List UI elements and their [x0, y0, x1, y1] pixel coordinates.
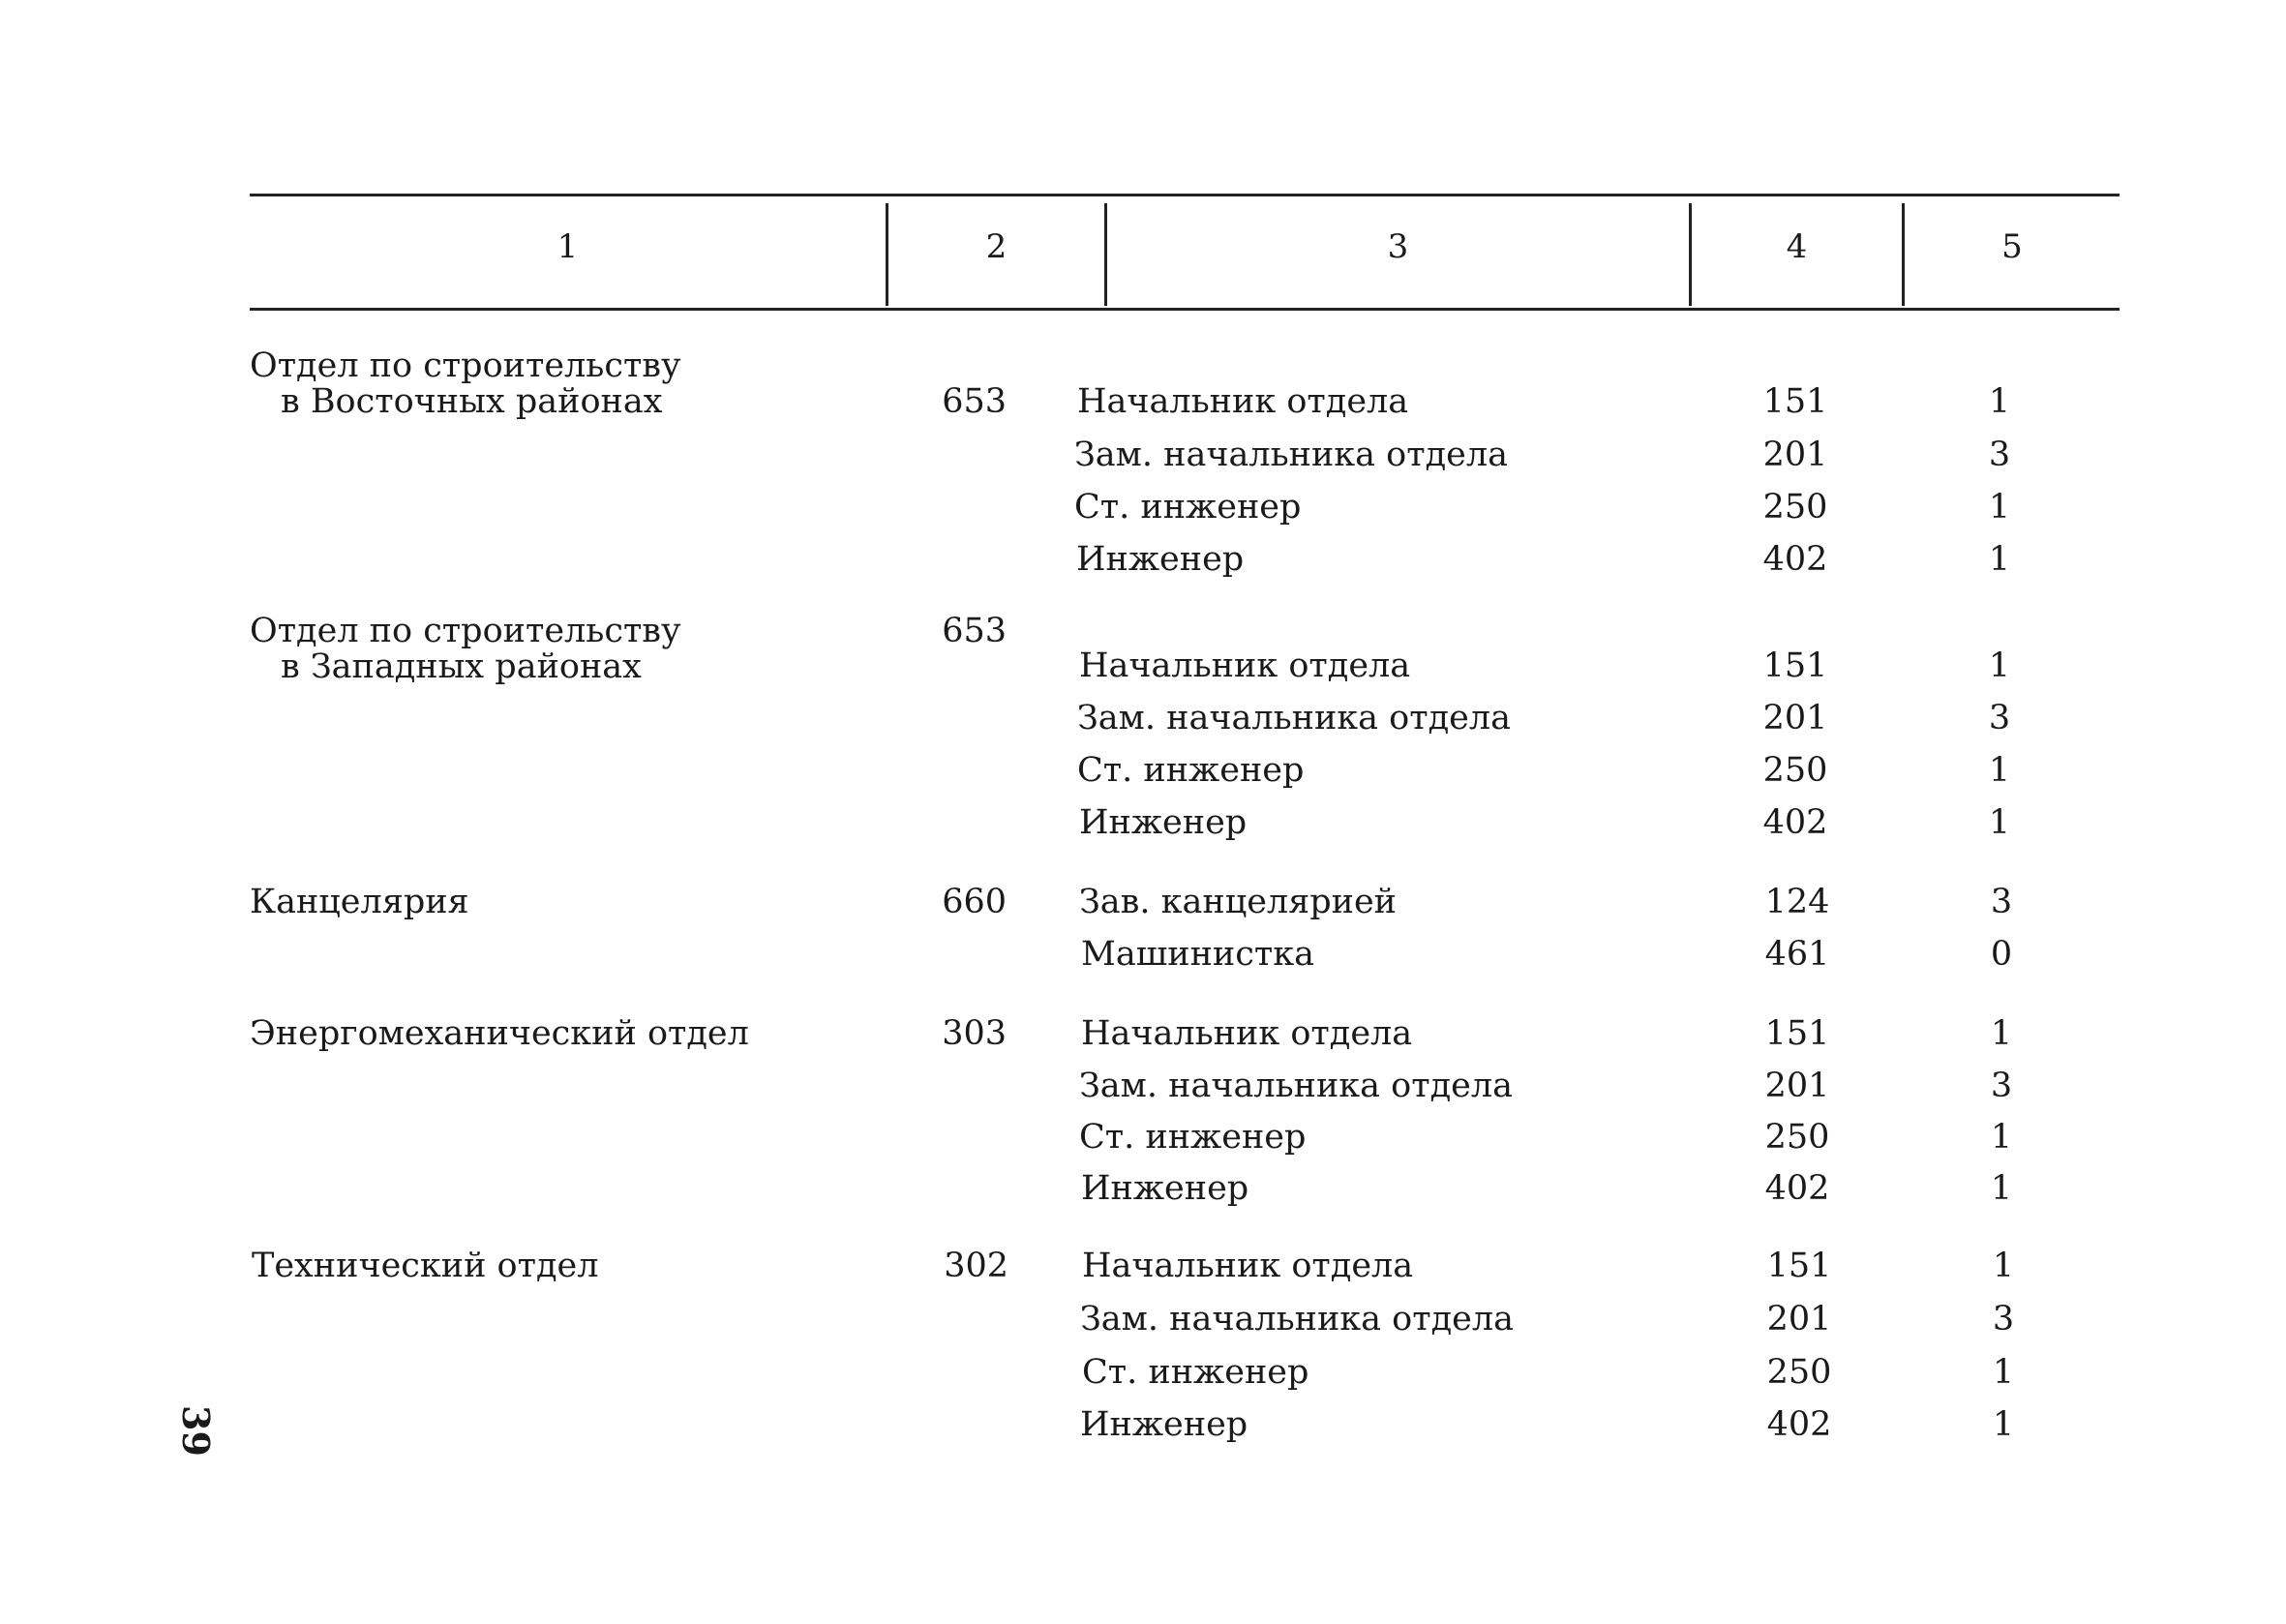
col4-value: 250	[1762, 488, 1828, 526]
department-code: 653	[942, 612, 1007, 650]
col5-value: 1	[1992, 1247, 2015, 1285]
col4-value: 250	[1764, 1118, 1830, 1157]
col4-value: 250	[1766, 1353, 1832, 1392]
col4-value: 201	[1762, 436, 1828, 474]
col4-value: 151	[1762, 382, 1828, 421]
position-title: Зав. канцелярией	[1079, 883, 1398, 921]
table-top-rule	[250, 194, 2120, 196]
col5-value: 1	[1988, 751, 2011, 790]
position-title: Ст. инженер	[1079, 1118, 1307, 1157]
position-title: Инженер	[1081, 1169, 1249, 1208]
col4-value: 402	[1766, 1405, 1832, 1444]
department-name: Энергомеханический отдел	[250, 1014, 749, 1053]
col4-value: 250	[1762, 751, 1828, 790]
col5-value: 1	[1988, 382, 2011, 421]
department-name-line2: в Западных районах	[281, 647, 642, 686]
header-col-3: 3	[1387, 227, 1409, 266]
col5-value: 1	[1990, 1118, 2013, 1157]
header-col-5: 5	[2001, 227, 2023, 266]
header-col-1: 1	[556, 227, 579, 266]
header-col-4: 4	[1786, 227, 1808, 266]
department-name: Отдел по строительству	[250, 346, 681, 385]
col4-value: 402	[1762, 540, 1828, 579]
col5-value: 1	[1988, 488, 2011, 526]
position-title: Машинистка	[1081, 935, 1314, 974]
position-title: Начальник отдела	[1079, 647, 1411, 685]
position-title: Инженер	[1079, 803, 1248, 842]
position-title: Инженер	[1080, 1405, 1248, 1444]
col5-value: 1	[1990, 1169, 2013, 1208]
col4-value: 151	[1764, 1014, 1830, 1053]
department-name: Канцелярия	[250, 883, 469, 921]
col5-value: 1	[1988, 803, 2011, 842]
position-title: Зам. начальника отдела	[1074, 436, 1508, 474]
position-title: Зам. начальника отдела	[1079, 1067, 1513, 1105]
col4-value: 402	[1762, 803, 1828, 842]
position-title: Начальник отдела	[1082, 1247, 1414, 1285]
col5-value: 3	[1988, 699, 2011, 737]
page-number: 39	[173, 1405, 218, 1457]
col4-value: 201	[1766, 1300, 1832, 1338]
col5-value: 3	[1992, 1300, 2015, 1338]
department-name: Технический отдел	[252, 1247, 599, 1285]
col5-value: 1	[1992, 1353, 2015, 1392]
col4-value: 201	[1762, 699, 1828, 737]
col4-value: 124	[1764, 883, 1830, 921]
col4-value: 201	[1764, 1067, 1830, 1105]
col4-value: 151	[1762, 647, 1828, 685]
col5-value: 3	[1988, 436, 2011, 474]
department-name-line2: в Восточных районах	[281, 382, 663, 421]
col5-value: 3	[1990, 883, 2013, 921]
department-code: 660	[942, 883, 1007, 921]
col5-value: 1	[1988, 540, 2011, 579]
position-title: Начальник отдела	[1081, 1014, 1413, 1053]
header-col-2: 2	[985, 227, 1008, 266]
col5-value: 1	[1988, 647, 2011, 685]
department-name: Отдел по строительству	[250, 612, 681, 650]
department-code: 302	[944, 1247, 1008, 1285]
department-code: 653	[942, 382, 1007, 421]
position-title: Зам. начальника отдела	[1080, 1300, 1514, 1338]
position-title: Ст. инженер	[1082, 1353, 1309, 1392]
col4-value: 402	[1764, 1169, 1830, 1208]
position-title: Ст. инженер	[1077, 751, 1305, 790]
table-header-bottom-rule	[250, 308, 2120, 311]
col4-value: 151	[1766, 1247, 1832, 1285]
department-code: 303	[942, 1014, 1007, 1053]
col4-value: 461	[1764, 935, 1830, 974]
position-title: Инженер	[1076, 540, 1245, 579]
position-title: Начальник отдела	[1077, 382, 1409, 421]
col5-value: 1	[1992, 1405, 2015, 1444]
col5-value: 0	[1990, 935, 2013, 974]
col5-value: 3	[1990, 1067, 2013, 1105]
position-title: Ст. инженер	[1074, 488, 1302, 526]
col5-value: 1	[1990, 1014, 2013, 1053]
position-title: Зам. начальника отдела	[1077, 699, 1511, 737]
